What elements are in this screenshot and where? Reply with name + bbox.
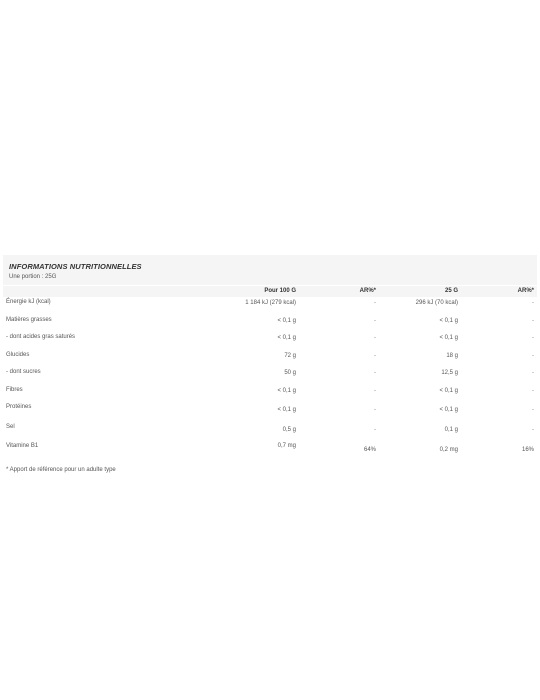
row-ar-100g: - [374,335,376,341]
row-per-100g: < 0,1 g [277,335,296,341]
header-name [3,286,159,297]
row-ar-100g: - [374,317,376,324]
row-ar-25g: - [532,407,534,413]
row-ar-100g: 64% [363,447,376,453]
row-ar-25g: - [532,387,534,394]
row-ar-100g: - [374,426,376,433]
portion-size: Une portion : 25G [9,274,57,280]
row-name: - dont sucres [6,369,41,375]
row-per-100g: 1 184 kJ (279 kcal) [245,300,296,306]
header-ar-25g: AR%* [461,286,537,297]
row-per-100g: 72 g [284,352,296,359]
row-per-25g: < 0,1 g [439,407,458,413]
row-per-25g: 0,2 mg [439,447,458,453]
row-name: - dont acides gras saturés [6,334,76,340]
row-name: Matières grasses [6,316,52,323]
table-header-row [3,286,537,297]
row-name: Glucides [6,351,30,358]
table-row [3,385,537,403]
row-name: Protéines [6,404,32,410]
footnote: * Apport de référence pour un adulte type [6,466,116,473]
row-ar-100g: - [374,352,376,359]
row-name: Énergie kJ (kcal) [6,299,51,305]
row-ar-25g: - [532,317,534,324]
table-row [3,297,537,315]
row-per-100g: 0,7 mg [277,443,296,449]
row-ar-25g: - [532,426,534,433]
row-per-100g: 0,5 g [282,426,296,433]
row-ar-100g: - [374,370,376,376]
row-per-25g: < 0,1 g [439,335,458,341]
nutrition-header [3,255,537,285]
row-name: Fibres [6,386,23,393]
row-per-100g: < 0,1 g [277,387,296,394]
row-per-100g: 50 g [284,370,296,376]
row-ar-25g: - [532,300,534,306]
row-per-25g: < 0,1 g [439,317,458,324]
row-ar-25g: 16% [521,447,534,453]
table-row [3,422,537,442]
row-ar-100g: - [374,300,376,306]
row-ar-100g: - [374,407,376,413]
nutrition-table [3,286,537,462]
table-row [3,367,537,385]
row-ar-25g: - [532,352,534,359]
header-per-100g: Pour 100 G [159,286,299,297]
row-per-25g: < 0,1 g [439,387,458,394]
table-row [3,332,537,350]
row-per-25g: 18 g [446,352,458,359]
row-ar-25g: - [532,335,534,341]
row-name: Sel [6,423,15,430]
row-name: Vitamine B1 [6,443,39,449]
row-ar-100g: - [374,387,376,394]
table-row [3,441,537,462]
header-ar-100g: AR%* [299,286,379,297]
row-per-100g: < 0,1 g [277,317,296,324]
nutrition-panel [3,255,537,474]
header-per-25g: 25 G [379,286,461,297]
row-per-25g: 296 kJ (70 kcal) [415,300,458,306]
table-row [3,350,537,368]
table-row [3,315,537,333]
row-ar-25g: - [532,370,534,376]
row-per-25g: 0,1 g [444,426,458,433]
row-per-100g: < 0,1 g [277,407,296,413]
table-row [3,402,537,422]
nutrition-title: INFORMATIONS NUTRITIONNELLES [9,262,142,271]
row-per-25g: 12,5 g [441,370,458,376]
